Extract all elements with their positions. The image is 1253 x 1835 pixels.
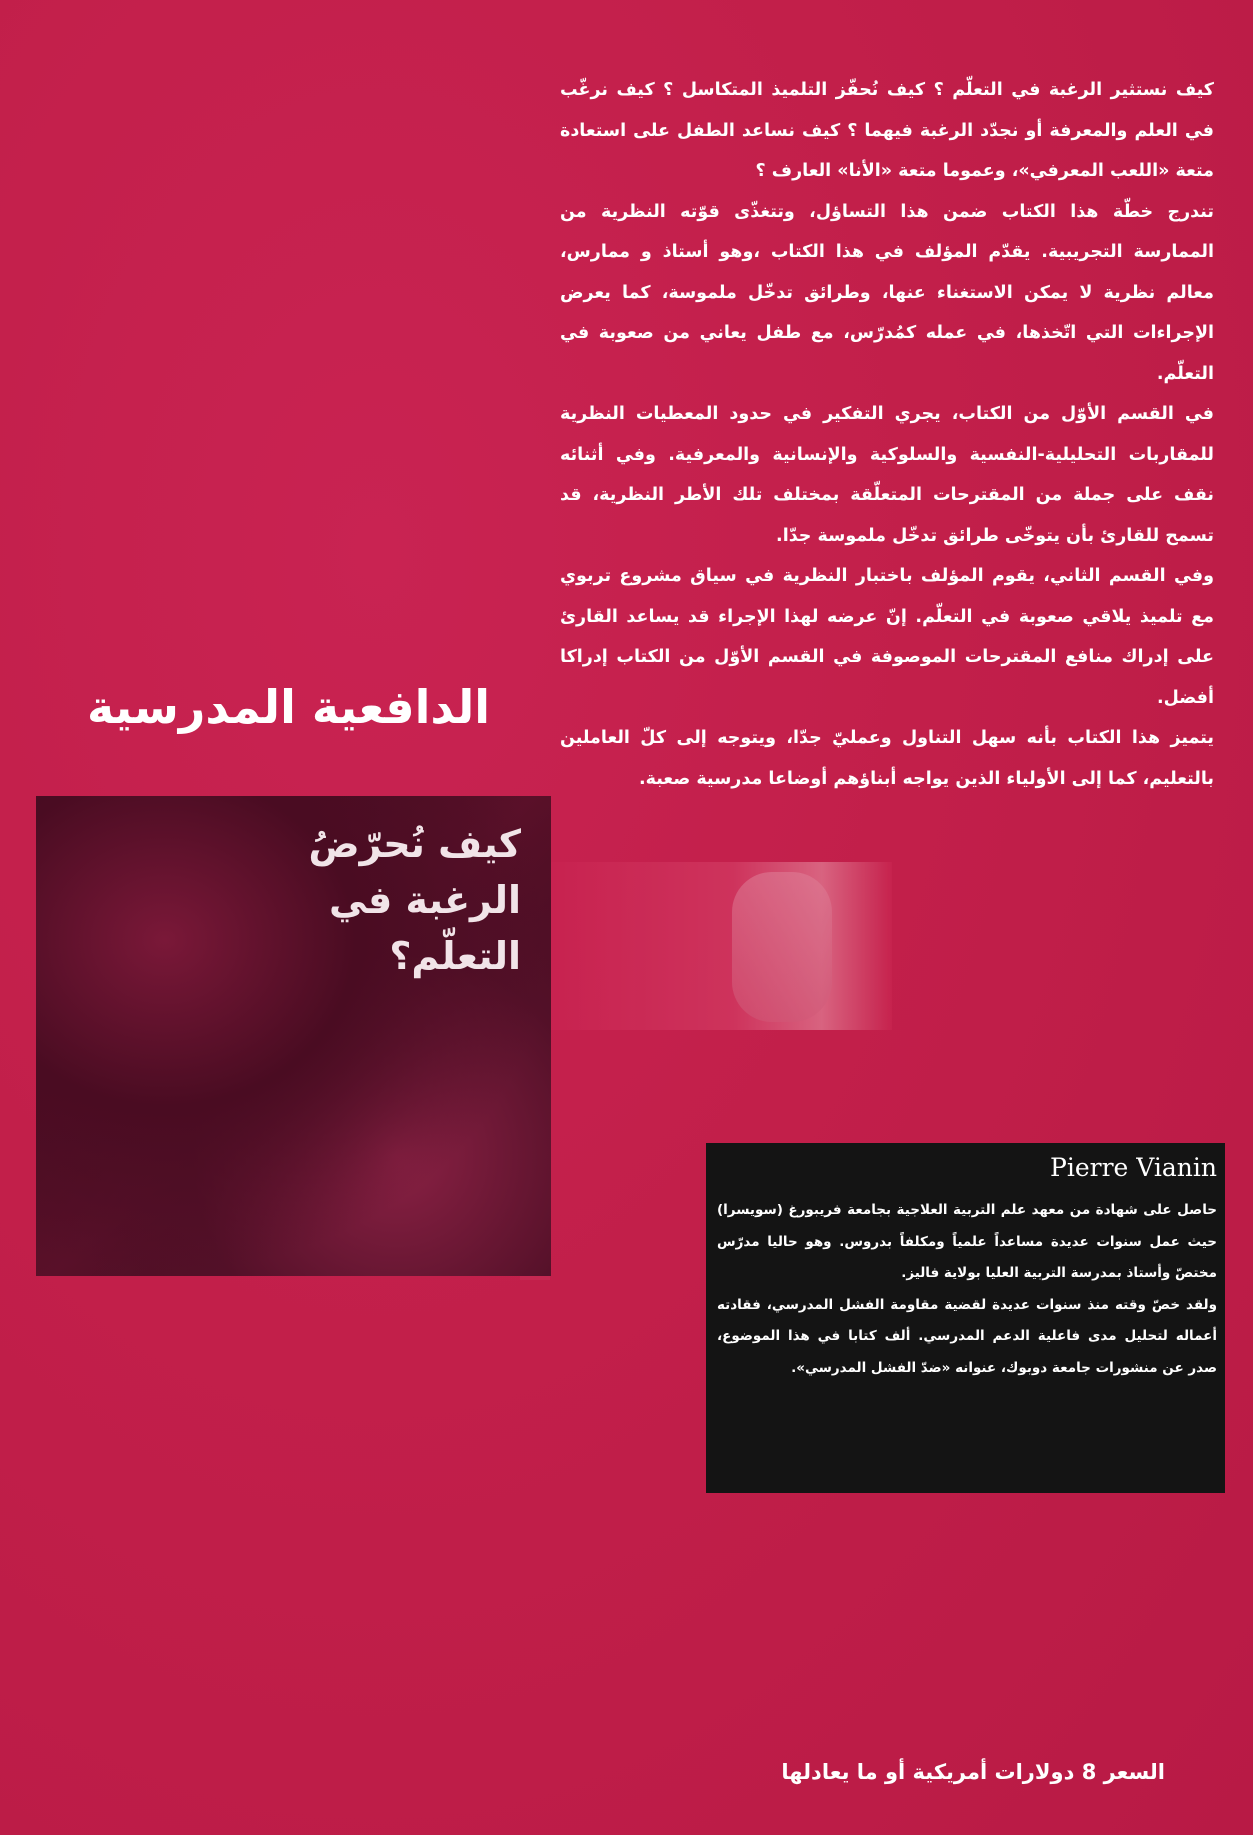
book-title: الدافعية المدرسية — [87, 680, 490, 734]
blurb-paragraph-3: في القسم الأوّل من الكتاب، يجري التفكير في حدود المعطيات النظرية للمقاربات التحليلية-النفسية والسلوكية والإنسانية والمعرفية. وفي أثنائه نقف على جملة من المقترحات المتعلّقة بمختلف تلك الأطر النظرية، قد تسمح للقارئ بأن يتوخّى طرائق تدخّل ملموسة جدّا. — [560, 404, 1214, 546]
book-subtitle — [221, 816, 521, 984]
author-bio — [717, 1195, 1217, 1384]
author-bio-paragraph-2: ولقد خصّ وقته منذ سنوات عديدة لقضية مقاومة الفشل المدرسي، فقادته أعماله لتحليل مدى فاعلية الدعم المدرسي. ألف كتابا في هذا الموضوع، صدر عن منشورات جامعة دوبوك، عنوانه «ضدّ الفشل المدرسي». — [717, 1296, 1217, 1376]
blurb-paragraph-1: كيف نستثير الرغبة في التعلّم ؟ كيف نُحفّز التلميذ المتكاسل ؟ كيف نرغّب في العلم والمعرفة أو نجدّد الرغبة فيهما ؟ كيف نساعد الطفل على استعادة متعة «اللعب المعرفي»، وعموما متعة «الأنا» العارف ؟ — [560, 80, 1214, 181]
price-label: السعر 8 دولارات أمريكية أو ما يعادلها — [781, 1760, 1165, 1784]
author-bio-paragraph-1: حاصل على شهادة من معهد علم التربية العلاجية بجامعة فريبورغ (سويسرا) حيث عمل سنوات عديدة مساعداً علمياً ومكلفاً بدروس. وهو حاليا مدرّس مختصّ وأستاذ بمدرسة التربية العليا بولاية فاليز. — [717, 1202, 1217, 1281]
back-cover-blurb — [560, 70, 1214, 799]
blurb-paragraph-2: تندرج خطّة هذا الكتاب ضمن هذا التساؤل، وتتغذّى قوّته النظرية من الممارسة التجريبية. يقدّم المؤلف في هذا الكتاب ،وهو أستاذ و ممارس، معالم نظرية لا يمكن الاستغناء عنها، وطرائق تدخّل ملموسة، كما يعرض الإجراءات التي اتّخذها، في عمله كمُدرّس، مع طفل يعاني من صعوبة في التعلّم. — [560, 201, 1214, 384]
subtitle-line-2: الرغبة في — [328, 878, 521, 922]
cover-photo-dark-panel — [36, 796, 551, 1276]
author-name: Pierre Vianin — [1050, 1153, 1217, 1182]
blurb-paragraph-4: وفي القسم الثاني، يقوم المؤلف باختبار النظرية في سياق مشروع تربوي مع تلميذ يلاقي صعوبة في التعلّم. إنّ عرضه لهذا الإجراء قد يساعد القارئ على إدراك منافع المقترحات الموصوفة في القسم الأوّل من الكتاب إدراكا أفضل. — [560, 566, 1214, 708]
subtitle-line-3: التعلّم؟ — [389, 934, 521, 978]
author-panel — [706, 1143, 1225, 1493]
blurb-paragraph-5: يتميز هذا الكتاب بأنه سهل التناول وعمليّ جدّا، ويتوجه إلى كلّ العاملين بالتعليم، كما إلى الأولياء الذين يواجه أبناؤهم أوضاعا مدرسية صعبة. — [560, 728, 1214, 789]
cover-photo-light-area — [540, 862, 892, 1030]
subtitle-line-1: كيف نُحرّضُ — [308, 822, 521, 866]
